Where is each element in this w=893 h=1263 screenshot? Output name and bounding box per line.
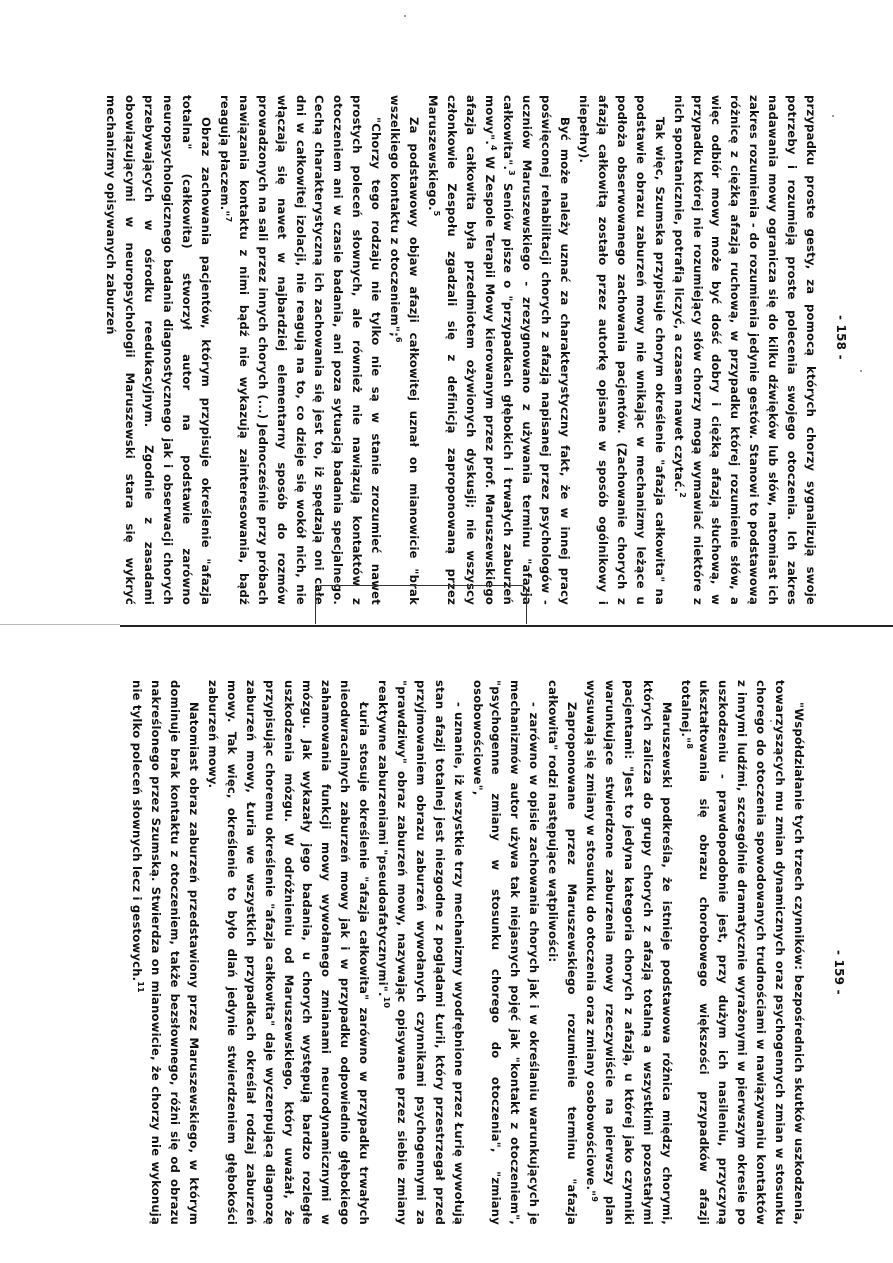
list-item: - zarówno w opisie zachowania chorych jak i w określaniu warunkujących je mechanizmów autor używa tak niejasnych pojęć jak "kontakt z otoczeniem", "psychogenne zmiany w stosunku chorego do otoczenia", "zmiany osobowościowe", xyxy=(470,680,542,1225)
scan-speck xyxy=(770,720,772,722)
paragraph: Obraz zachowania pacjentów, którym przypisuje określenie "afazja totalna" (całkowita) stworzył autor na podstawie zarówno neuropsychologicznego badania diagnostycznego jak i obserwacji chorych przebywających w ośrodku reedukacyjnym. Zgodnie z zasadami obowiązującymi w neuropsychologii Maruszewski stara się wykryć mechanizmy opisywanych zaburzeń xyxy=(104,95,213,605)
paragraph: Natomiast obraz zaburzeń przedstawiony przez Maruszewskiego, w którym dominuje brak kontaktu z otoczeniem, także bezsłownego, różni się od obrazu nakreślonego przez Szumską. Stwierdza on mianowicie, że chorzy nie wykonują nie tylko poleceń słownych lecz i gestowych.$^{11}$ xyxy=(130,680,201,1225)
quote-paragraph: "Chorzy tego rodzaju nie tylko nie są w stanie zrozumieć nawet prostych poleceń słownych, ale również nie nawiązują kontaktów z otoczeniem ani w czasie badania, ani poza sytuacją badania specjalnego. Cechą charakterystyczną ich zachowania się jest to, iż spędzają oni całe dni w całkowitej izolacji, nie reagują na to, co dzieje się wokół nich, nie włączają się nawet w najbardziej elementarny sposób do rozmów prowadzonych na sali przez innych chorych (...) Jednocześnie przy próbach nawiązania kontaktu z nimi bądź nie wykazują zainteresowania, bądź reagują płaczem."$^7$ xyxy=(217,95,384,605)
scan-tab-outline xyxy=(315,585,527,624)
page-number: - 158 - xyxy=(834,315,848,360)
page-fold-line xyxy=(120,625,893,627)
paragraph: Łuria stosuje określenie "afazja całkowita" zarówno w przypadku trwałych nieodwracalnych zaburzeń mowy jak i w przypadku odpowiednio głębokiego zahamowania funkcji mowy wywołanego zmianami neurodynamicznymi w mózgu. Jak wykazały jego badania, u chorych występują bardzo rozległe uszkodzenia mózgu. W odróżnieniu od Maruszewskiego, który uważał, że przypisując choremu określenie "afazja całkowita" daje wyczerpującą diagnozę zaburzeń mowy, Łuria we wszystkich przypadkach określał rodzaj zaburzeń mowy. Tak więc, określenie to było dlań jedynie stwierdzeniem głębokości zaburzeń mowy. xyxy=(205,680,372,1225)
scan-speck xyxy=(404,15,406,17)
paragraph: Za podstawowy objaw afazji całkowitej uznał on mianowicie "brak wszelkiego kontaktu z otoczeniem";$^6$ xyxy=(388,95,421,605)
paragraph: Zaproponowane przez Maruszewskiego rozumienie terminu "afazja całkowita" rodzi następujące wątpliwości: xyxy=(546,680,580,1225)
scan-speck xyxy=(860,370,862,372)
list-item: - uznanie, iż wszystkie trzy mechanizmy wyodrębnione przez Łurię wywołują stan afazji totalnej jest niezgodne z poglądami Łurii, który przestrzegał przed przyjmowaniem obrazu zaburzeń wywołanych czynnikami psychogennymi za "prawdziwy" obraz zaburzeń mowy, nazywając opisywane przez siebie zmiany reaktywne zaburzeniami "pseudoafatycznymi".$^{10}$ xyxy=(376,680,466,1225)
quote-paragraph: "Współdziałanie tych trzech czynników: bezpośrednich skutków uszkodzenia, towarzyszących mu zmian dynamicznych oraz psychogennych zmian w stosunku chorego do otoczenia spowodowanych trudnościami w nawiązywaniu kontaktów z innymi ludźmi, szczególnie dramatycznie wyrażonymi w pierwszym okresie po uszkodzeniu - prawdopodobnie jest, przy dużym ich nasileniu, przyczyną ukształtowania się obrazu chorobowego większości przypadków afazji totalnej."$^8$ xyxy=(678,680,806,1225)
page-158 xyxy=(102,95,848,605)
page-159 xyxy=(127,680,846,1225)
paragraph: Być może należy uznać za charakterystyczny fakt, że w innej pracy poświęconej rehabilitacji chorych z afazją napisanej przez psychologów - uczniów Maruszewskiego - zrezygnowano z używania terminu "afazja całkowita".$^3$ Seniów pisze o "przypadkach głębokich i trwałych zaburzeń mowy".$^4$ W Zespole Terapii Mowy kierowanym przez prof. Maruszewskiego afazja całkowita była przedmiotem ożywionych dyskusji; nie wszyscy członkowie Zespołu zgadzali się z definicją zaproponowaną przez Maruszewskiego.$^5$ xyxy=(425,95,573,605)
paragraph: Maruszewski podkreśla, że istnieje podstawowa różnica między chorymi, których zalicza do grupy chorych z afazją totalną a wszystkimi pozostałymi pacjentami: "Jest to jedyna kategoria chorych z afazją, u której jako czynniki warunkujące stwierdzone zaburzenia mowy rzeczywiście na pierwszy plan wysuwają się zmiany w stosunku do otoczenia oraz zmiany osobowościowe."$^9$ xyxy=(584,680,674,1225)
fold-line-faint xyxy=(0,624,120,625)
paragraph: przypadku proste gesty, za pomocą których chorzy sygnalizują swoje potrzeby i rozumieją proste polecenia swojego otoczenia. Ich zakres nadawania mowy ogranicza się do kilku dźwięków lub słów, natomiast ich zakres rozumienia - do rozumienia jedynie gestów. Stanowi to podstawową różnicę z ciężką afazją ruchową, w przypadku której rozumienie słów, a więc odbiór mowy może być dość dobry i ciężką afazją słuchową, w przypadku której nie rozumiejący słów chorzy mogą wymawiać niektóre z nich spontanicznie, potrafią liczyć, a czasem nawet czytać.$^2$ xyxy=(671,95,818,605)
page-number: - 159 - xyxy=(832,950,846,995)
paragraph: Tak więc, Szumska przypisuje chorym określenie "afazja całkowita" na podstawie obrazu zaburzeń mowy nie wnikając w mechanizmy leżące u podłoża obserwowanego zachowania pacjentów. (Zachowanie chorych z afazją całkowitą zostało przez autorkę opisane w sposób ogólnikowy i niepełny). xyxy=(577,95,667,605)
scan-speck xyxy=(832,115,834,117)
